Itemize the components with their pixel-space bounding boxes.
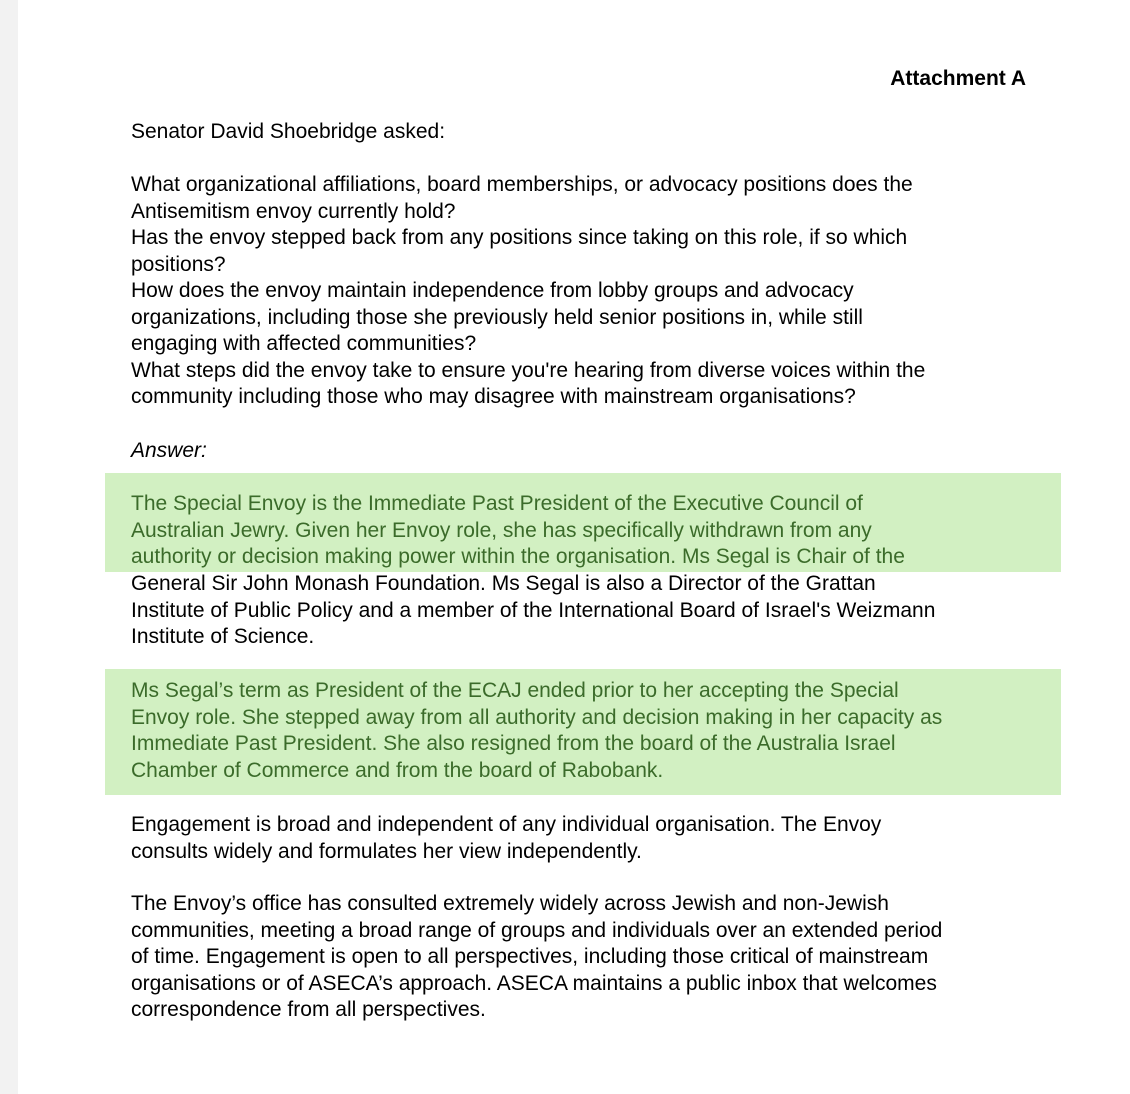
question-line: What steps did the envoy take to ensure you're hearing from diverse voices within the bbox=[131, 358, 926, 382]
answer-line: The Special Envoy is the Immediate Past President of the Executive Council of bbox=[131, 492, 863, 515]
attachment-label: Attachment A bbox=[890, 67, 1026, 90]
question-line: How does the envoy maintain independence from lobby groups and advocacy bbox=[131, 279, 854, 302]
answer-line: The Envoy’s office has consulted extremely widely across Jewish and non-Jewish bbox=[131, 892, 889, 915]
paragraph-4 bbox=[131, 891, 1031, 1024]
question-line: community including those who may disagree with mainstream organisations? bbox=[131, 385, 856, 408]
document-page bbox=[18, 0, 1130, 1094]
question-line: engaging with affected communities? bbox=[131, 332, 477, 355]
answer-line: organisations or of ASECA’s approach. ASECA maintains a public inbox that welcomes bbox=[131, 971, 937, 995]
answer-line: Institute of Public Policy and a member of the International Board of Israel's Weizmann bbox=[131, 598, 936, 622]
answer-line: of time. Engagement is open to all perspectives, including those critical of mainstream bbox=[131, 945, 929, 968]
question-line: Antisemitism envoy currently hold? bbox=[131, 199, 456, 223]
answer-line: Immediate Past President. She also resigned from the board of the Australia Israel bbox=[131, 732, 896, 755]
answer-label: Answer: bbox=[131, 439, 207, 462]
answer-line: Ms Segal’s term as President of the ECAJ ended prior to her accepting the Special bbox=[131, 679, 899, 702]
paragraph-1-plain bbox=[131, 571, 1031, 651]
paragraph-3 bbox=[131, 812, 1031, 865]
answer-line: Australian Jewry. Given her Envoy role, she has specifically withdrawn from any bbox=[131, 518, 872, 542]
answer-line: Institute of Science. bbox=[131, 625, 315, 648]
answer-line: correspondence from all perspectives. bbox=[131, 998, 486, 1021]
question-block bbox=[131, 172, 1031, 411]
answer-label-block bbox=[131, 438, 1031, 465]
answer-line: Engagement is broad and independent of any individual organisation. The Envoy bbox=[131, 813, 882, 836]
question-line: Has the envoy stepped back from any positions since taking on this role, if so which bbox=[131, 226, 908, 249]
paragraph-2 bbox=[131, 678, 1031, 784]
answer-line: Chamber of Commerce and from the board of Rabobank. bbox=[131, 758, 664, 782]
answer-line: Envoy role. She stepped away from all authority and decision making in her capacity as bbox=[131, 705, 943, 729]
asker-line bbox=[131, 119, 1031, 146]
answer-line: General Sir John Monash Foundation. Ms Segal is also a Director of the Grattan bbox=[131, 572, 876, 595]
question-line: What organizational affiliations, board memberships, or advocacy positions does the bbox=[131, 173, 913, 196]
answer-line: authority or decision making power within the organisation. Ms Segal is Chair of the bbox=[131, 545, 905, 568]
asker-text: Senator David Shoebridge asked: bbox=[131, 120, 446, 143]
question-line: positions? bbox=[131, 252, 226, 276]
answer-line: consults widely and formulates her view independently. bbox=[131, 839, 642, 863]
paragraph-1-highlighted bbox=[131, 491, 1031, 571]
answer-line: communities, meeting a broad range of groups and individuals over an extended period bbox=[131, 918, 943, 942]
question-line: organizations, including those she previously held senior positions in, while still bbox=[131, 305, 863, 329]
